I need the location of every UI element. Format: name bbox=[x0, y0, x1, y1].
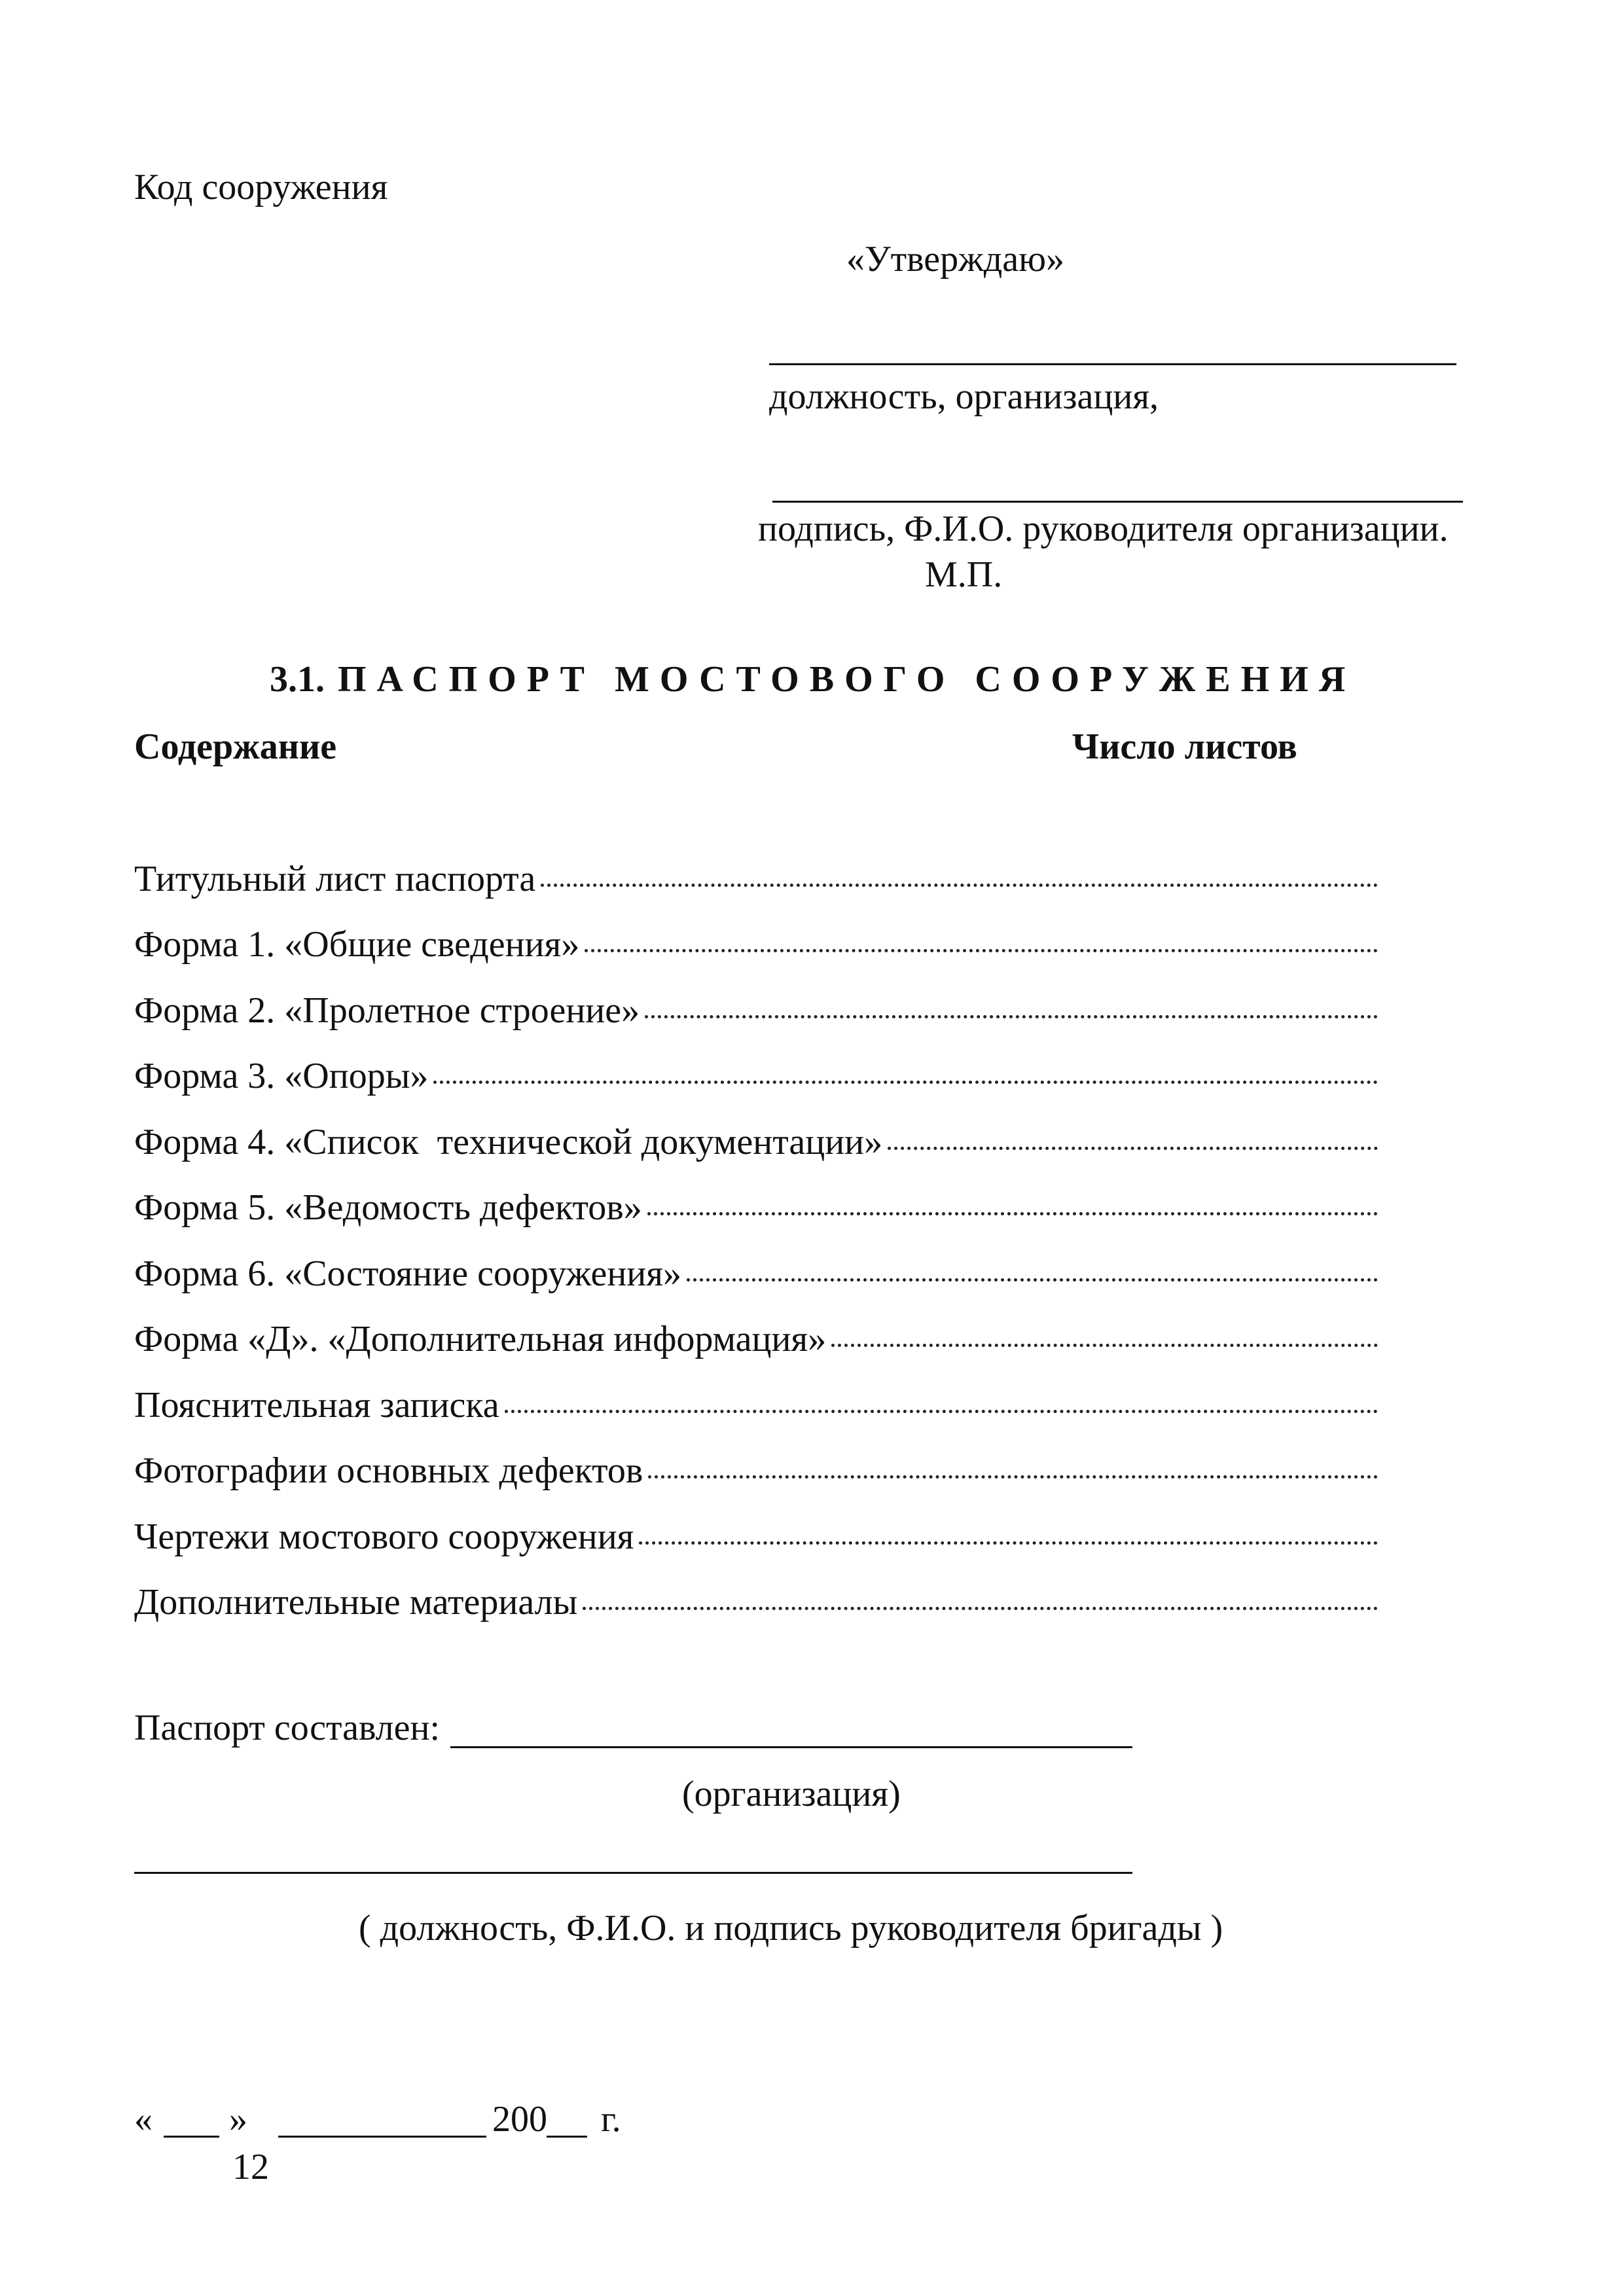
toc-item bbox=[134, 1124, 1378, 1160]
seal-label: М.П. bbox=[925, 554, 1003, 595]
toc-item-label: Форма 4. «Список технической документации» bbox=[134, 1122, 883, 1162]
date-year: 200 bbox=[492, 2099, 547, 2140]
compiled-label: Паспорт составлен: bbox=[134, 1708, 441, 1748]
signature-line bbox=[772, 501, 1463, 503]
document-title bbox=[270, 661, 1356, 698]
toc-item bbox=[134, 1255, 1378, 1292]
toc-item-label: Форма 5. «Ведомость дефектов» bbox=[134, 1187, 642, 1228]
structure-code-label: Код сооружения bbox=[134, 167, 388, 207]
leader-dots bbox=[583, 1607, 1378, 1610]
leader-dots bbox=[433, 1081, 1378, 1084]
toc-item-label: Форма 6. «Состояние сооружения» bbox=[134, 1253, 682, 1294]
contents-header: Содержание bbox=[134, 726, 337, 767]
toc-item bbox=[134, 1058, 1378, 1094]
toc-item-label: Чертежи мостового сооружения bbox=[134, 1516, 634, 1557]
leader-dots bbox=[639, 1541, 1378, 1545]
toc-item-label: Пояснительная записка bbox=[134, 1385, 499, 1426]
toc-item bbox=[134, 1452, 1378, 1489]
leader-dots bbox=[505, 1410, 1378, 1413]
brigade-caption: ( должность, Ф.И.О. и подпись руководителя бригады ) bbox=[359, 1908, 1223, 1948]
signature-caption: подпись, Ф.И.О. руководителя организации. bbox=[758, 509, 1449, 549]
leader-dots bbox=[648, 1475, 1378, 1479]
leader-dots bbox=[687, 1278, 1378, 1282]
toc-item bbox=[134, 1387, 1378, 1424]
date-day-line bbox=[164, 2136, 219, 2138]
toc-item-label: Форма 3. «Опоры» bbox=[134, 1056, 429, 1096]
position-org-caption: должность, организация, bbox=[769, 376, 1159, 417]
toc-item bbox=[134, 1518, 1378, 1555]
toc-item-label: Титульный лист паспорта bbox=[134, 859, 536, 899]
brigade-line bbox=[134, 1872, 1132, 1874]
date-month-line bbox=[278, 2136, 486, 2138]
leader-dots bbox=[645, 1015, 1378, 1018]
title-number: 3.1. bbox=[270, 659, 325, 700]
leader-dots bbox=[647, 1212, 1378, 1215]
toc-item bbox=[134, 992, 1378, 1029]
toc-item bbox=[134, 861, 1378, 897]
toc-item-label: Фотографии основных дефектов bbox=[134, 1450, 643, 1491]
toc-item-label: Форма «Д». «Дополнительная информация» bbox=[134, 1319, 827, 1359]
organization-line bbox=[450, 1746, 1132, 1748]
toc-item-label: Форма 1. «Общие сведения» bbox=[134, 924, 580, 965]
leader-dots bbox=[888, 1147, 1378, 1150]
toc-item bbox=[134, 1321, 1378, 1357]
title-text: ПАСПОРТ МОСТОВОГО СООРУЖЕНИЯ bbox=[338, 659, 1356, 700]
leader-dots bbox=[541, 884, 1378, 887]
toc-item bbox=[134, 1584, 1378, 1621]
leader-dots bbox=[831, 1344, 1378, 1347]
leader-dots bbox=[585, 949, 1378, 952]
toc-item bbox=[134, 1189, 1378, 1226]
toc-item-label: Дополнительные материалы bbox=[134, 1582, 578, 1623]
date-year-suffix: г. bbox=[601, 2099, 621, 2140]
toc-item-label: Форма 2. «Пролетное строение» bbox=[134, 990, 640, 1031]
date-open-quote: « bbox=[134, 2099, 153, 2140]
toc-item bbox=[134, 926, 1378, 963]
sheets-header: Число листов bbox=[1072, 726, 1297, 767]
approve-label: «Утверждаю» bbox=[846, 239, 1064, 279]
position-org-line bbox=[769, 363, 1456, 365]
page-number: 12 bbox=[232, 2147, 269, 2187]
date-close-quote: » bbox=[229, 2099, 247, 2140]
date-year-line bbox=[547, 2136, 587, 2138]
organization-caption: (организация) bbox=[682, 1774, 901, 1814]
